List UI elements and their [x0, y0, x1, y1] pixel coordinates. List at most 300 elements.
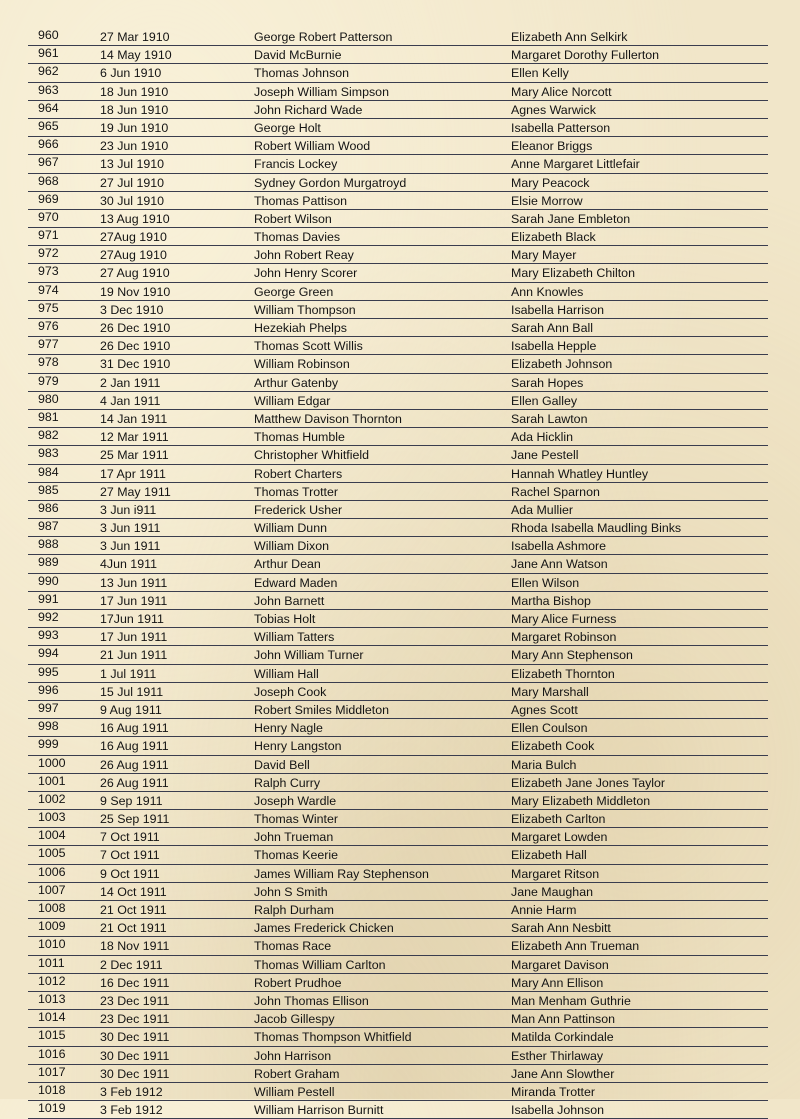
- entry-number: 970: [38, 209, 59, 224]
- entry-number: 1010: [38, 937, 66, 952]
- table-row: [28, 283, 768, 301]
- entry-number: 1002: [38, 791, 66, 806]
- bride-name: Ellen Galley: [511, 393, 578, 408]
- entry-number: 977: [38, 337, 59, 352]
- marriage-date: 14 Oct 1911: [100, 884, 167, 899]
- marriage-date: 16 Dec 1911: [100, 975, 170, 990]
- groom-name: Matthew Davison Thornton: [254, 411, 402, 426]
- bride-name: Isabella Hepple: [511, 339, 597, 354]
- groom-name: Christopher Whitfield: [254, 448, 370, 463]
- bride-name: Matilda Corkindale: [511, 1030, 614, 1045]
- groom-name: George Green: [254, 284, 334, 299]
- bride-name: Ann Knowles: [511, 284, 584, 299]
- entry-number: 964: [38, 100, 59, 115]
- entry-number: 1013: [38, 991, 66, 1006]
- table-row: [28, 883, 768, 901]
- table-row: [28, 610, 768, 628]
- marriage-date: 1 Jul 1911: [100, 666, 157, 681]
- entry-number: 1019: [38, 1101, 66, 1116]
- groom-name: Robert Wilson: [254, 211, 332, 226]
- table-row: [28, 1101, 768, 1119]
- bride-name: Anne Margaret Littlefair: [511, 157, 640, 172]
- table-row: [28, 246, 768, 264]
- bride-name: Mary Ann Stephenson: [511, 648, 633, 663]
- table-row: [28, 665, 768, 683]
- entry-number: 979: [38, 373, 59, 388]
- groom-name: John William Turner: [254, 648, 364, 663]
- groom-name: William Edgar: [254, 393, 331, 408]
- marriage-date: 3 Feb 1912: [100, 1103, 163, 1118]
- entry-number: 994: [38, 646, 59, 661]
- table-row: [28, 428, 768, 446]
- groom-name: Robert Charters: [254, 466, 343, 481]
- bride-name: Mary Mayer: [511, 248, 577, 263]
- table-row: [28, 774, 768, 792]
- table-row: [28, 465, 768, 483]
- table-row: [28, 956, 768, 974]
- entry-number: 1009: [38, 919, 66, 934]
- table-row: [28, 192, 768, 210]
- groom-name: George Robert Patterson: [254, 30, 393, 44]
- marriage-date: 9 Oct 1911: [100, 866, 160, 881]
- bride-name: Margaret Davison: [511, 957, 609, 972]
- table-row: [28, 865, 768, 883]
- entry-number: 985: [38, 482, 59, 497]
- entry-number: 976: [38, 319, 59, 333]
- groom-name: David Bell: [254, 757, 310, 772]
- entry-number: 983: [38, 446, 59, 461]
- marriage-date: 26 Dec 1910: [100, 339, 171, 354]
- marriage-date: 23 Dec 1911: [100, 1012, 170, 1027]
- groom-name: William Harrison Burnitt: [254, 1103, 384, 1118]
- table-row: [28, 592, 768, 610]
- groom-name: Thomas Trotter: [254, 484, 339, 499]
- bride-name: Mary Elizabeth Chilton: [511, 266, 635, 281]
- marriage-date: 25 Mar 1911: [100, 448, 169, 463]
- table-row: [28, 83, 768, 101]
- entry-number: 984: [38, 464, 59, 479]
- groom-name: William Dixon: [254, 539, 330, 554]
- groom-name: John Thomas Ellison: [254, 993, 369, 1008]
- entry-number: 986: [38, 500, 59, 515]
- table-row: [28, 155, 768, 173]
- groom-name: James Frederick Chicken: [254, 921, 394, 936]
- marriage-date: 7 Oct 1911: [100, 848, 160, 863]
- table-row: [28, 1047, 768, 1065]
- table-row: [28, 919, 768, 937]
- table-row: [28, 337, 768, 355]
- bride-name: Elizabeth Thornton: [511, 666, 615, 681]
- bride-name: Margaret Robinson: [511, 630, 617, 645]
- entry-number: 1008: [38, 901, 66, 915]
- marriage-date: 13 Aug 1910: [100, 211, 170, 226]
- groom-name: Edward Maden: [254, 575, 338, 590]
- groom-name: William Dunn: [254, 521, 327, 536]
- marriage-register-table: [28, 28, 768, 1119]
- entry-number: 1004: [38, 828, 66, 843]
- entry-number: 992: [38, 610, 59, 624]
- entry-number: 978: [38, 355, 59, 370]
- entry-number: 962: [38, 64, 59, 79]
- entry-number: 963: [38, 82, 59, 97]
- entry-number: 967: [38, 155, 59, 170]
- entry-number: 966: [38, 137, 59, 152]
- groom-name: Arthur Gatenby: [254, 375, 339, 390]
- entry-number: 1012: [38, 973, 66, 988]
- bride-name: Mary Ann Ellison: [511, 975, 604, 990]
- entry-number: 987: [38, 519, 59, 534]
- entry-number: 1016: [38, 1046, 66, 1061]
- groom-name: Hezekiah Phelps: [254, 321, 347, 335]
- table-row: [28, 701, 768, 719]
- groom-name: Thomas Johnson: [254, 66, 350, 81]
- table-row: [28, 537, 768, 555]
- marriage-date: 17 Jun 1911: [100, 593, 168, 608]
- groom-name: Thomas William Carlton: [254, 957, 386, 972]
- table-row: [28, 756, 768, 774]
- groom-name: George Holt: [254, 120, 321, 135]
- bride-name: Mary Alice Norcott: [511, 84, 612, 99]
- bride-name: Ellen Coulson: [511, 721, 588, 736]
- groom-name: Sydney Gordon Murgatroyd: [254, 175, 407, 190]
- groom-name: William Robinson: [254, 357, 350, 372]
- table-row: [28, 64, 768, 82]
- groom-name: John S Smith: [254, 884, 328, 899]
- table-row: [28, 974, 768, 992]
- table-row: [28, 483, 768, 501]
- bride-name: Jane Ann Slowther: [511, 1066, 615, 1081]
- groom-name: John Barnett: [254, 593, 325, 608]
- groom-name: Robert Prudhoe: [254, 975, 342, 990]
- table-row: [28, 846, 768, 864]
- marriage-date: 14 May 1910: [100, 48, 172, 63]
- bride-name: Mary Alice Furness: [511, 612, 617, 626]
- table-row: [28, 1010, 768, 1028]
- marriage-date: 17 Apr 1911: [100, 466, 166, 481]
- table-row: [28, 264, 768, 282]
- groom-name: Henry Langston: [254, 739, 342, 754]
- groom-name: John Harrison: [254, 1048, 332, 1063]
- entry-number: 973: [38, 264, 59, 279]
- table-row: [28, 119, 768, 137]
- bride-name: Sarah Ann Ball: [511, 321, 593, 335]
- groom-name: William Hall: [254, 666, 319, 681]
- groom-name: Joseph William Simpson: [254, 84, 389, 99]
- groom-name: William Pestell: [254, 1084, 335, 1099]
- marriage-date: 7 Oct 1911: [100, 830, 160, 845]
- marriage-date: 9 Aug 1911: [100, 702, 162, 717]
- entry-number: 1001: [38, 773, 66, 788]
- table-row: [28, 355, 768, 373]
- entry-number: 971: [38, 228, 59, 243]
- bride-name: Elizabeth Ann Selkirk: [511, 30, 628, 44]
- entry-number: 993: [38, 628, 59, 643]
- marriage-date: 15 Jul 1911: [100, 684, 164, 699]
- groom-name: John Henry Scorer: [254, 266, 358, 281]
- table-row: [28, 46, 768, 64]
- bride-name: Mary Marshall: [511, 684, 589, 699]
- groom-name: Thomas Davies: [254, 230, 341, 245]
- marriage-date: 31 Dec 1910: [100, 357, 171, 372]
- bride-name: Elsie Morrow: [511, 193, 583, 208]
- entry-number: 1006: [38, 864, 66, 879]
- bride-name: Margaret Dorothy Fullerton: [511, 48, 660, 63]
- bride-name: Hannah Whatley Huntley: [511, 466, 649, 481]
- marriage-date: 4Jun 1911: [100, 557, 157, 572]
- table-row: [28, 1083, 768, 1101]
- marriage-date: 30 Jul 1910: [100, 193, 165, 208]
- bride-name: Jane Maughan: [511, 884, 593, 899]
- bride-name: Agnes Warwick: [511, 102, 596, 117]
- bride-name: Agnes Scott: [511, 702, 578, 717]
- bride-name: Jane Pestell: [511, 448, 579, 463]
- entry-number: 995: [38, 664, 59, 679]
- marriage-date: 3 Dec 1910: [100, 302, 164, 317]
- entry-number: 1000: [38, 755, 66, 770]
- bride-name: Martha Bishop: [511, 593, 591, 608]
- table-row: [28, 792, 768, 810]
- marriage-date: 30 Dec 1911: [100, 1048, 170, 1063]
- marriage-date: 23 Jun 1910: [100, 139, 169, 154]
- marriage-date: 9 Sep 1911: [100, 793, 163, 808]
- marriage-date: 19 Jun 1910: [100, 120, 169, 135]
- bride-name: Sarah Lawton: [511, 411, 588, 426]
- entry-number: 969: [38, 191, 59, 206]
- entry-number: 981: [38, 409, 59, 424]
- entry-number: 1005: [38, 846, 66, 861]
- entry-number: 1003: [38, 810, 66, 825]
- groom-name: Robert Smiles Middleton: [254, 702, 389, 717]
- groom-name: Thomas Winter: [254, 812, 338, 827]
- marriage-date: 3 Jun i911: [100, 502, 157, 517]
- bride-name: Margaret Ritson: [511, 866, 600, 881]
- bride-name: Sarah Jane Embleton: [511, 211, 631, 226]
- bride-name: Ellen Wilson: [511, 575, 580, 590]
- table-row: [28, 628, 768, 646]
- table-row: [28, 810, 768, 828]
- groom-name: Robert William Wood: [254, 139, 371, 154]
- table-row: [28, 210, 768, 228]
- table-row: [28, 646, 768, 664]
- marriage-date: 12 Mar 1911: [100, 430, 169, 445]
- entry-number: 965: [38, 118, 59, 133]
- table-row: [28, 228, 768, 246]
- bride-name: Miranda Trotter: [511, 1084, 596, 1099]
- entry-number: 990: [38, 573, 59, 588]
- bride-name: Elizabeth Hall: [511, 848, 587, 863]
- marriage-date: 18 Nov 1911: [100, 939, 170, 954]
- bride-name: Isabella Patterson: [511, 120, 611, 135]
- marriage-date: 27Aug 1910: [100, 230, 167, 245]
- groom-name: Thomas Pattison: [254, 193, 347, 208]
- table-row: [28, 683, 768, 701]
- groom-name: Joseph Wardle: [254, 793, 337, 808]
- marriage-date: 3 Feb 1912: [100, 1084, 163, 1099]
- groom-name: Ralph Curry: [254, 775, 321, 790]
- groom-name: Robert Graham: [254, 1066, 340, 1081]
- bride-name: Rhoda Isabella Maudling Binks: [511, 521, 682, 536]
- entry-number: 961: [38, 46, 59, 61]
- groom-name: Henry Nagle: [254, 721, 323, 736]
- marriage-date: 27 Aug 1910: [100, 266, 170, 281]
- bride-name: Man Ann Pattinson: [511, 1012, 616, 1027]
- groom-name: John Richard Wade: [254, 102, 363, 117]
- bride-name: Isabella Harrison: [511, 302, 604, 317]
- bride-name: Elizabeth Johnson: [511, 357, 613, 372]
- marriage-date: 6 Jun 1910: [100, 66, 162, 81]
- bride-name: Sarah Hopes: [511, 375, 584, 390]
- entry-number: 989: [38, 555, 59, 570]
- entry-number: 968: [38, 173, 59, 188]
- marriage-date: 30 Dec 1911: [100, 1066, 170, 1081]
- bride-name: Sarah Ann Nesbitt: [511, 921, 611, 936]
- marriage-date: 26 Aug 1911: [100, 775, 169, 790]
- bride-name: Elizabeth Black: [511, 230, 596, 245]
- groom-name: Arthur Dean: [254, 557, 321, 572]
- entry-number: 972: [38, 246, 59, 261]
- marriage-date: 30 Dec 1911: [100, 1030, 170, 1045]
- table-row: [28, 301, 768, 319]
- table-row: [28, 374, 768, 392]
- table-row: [28, 101, 768, 119]
- bride-name: Esther Thirlaway: [511, 1048, 604, 1063]
- bride-name: Maria Bulch: [511, 757, 577, 772]
- marriage-date: 2 Dec 1911: [100, 957, 163, 972]
- entry-number: 997: [38, 700, 59, 715]
- groom-name: Jacob Gillespy: [254, 1012, 335, 1027]
- groom-name: Thomas Race: [254, 939, 332, 954]
- entry-number: 1015: [38, 1028, 66, 1043]
- entry-number: 991: [38, 591, 59, 606]
- marriage-date: 18 Jun 1910: [100, 84, 169, 99]
- groom-name: Frederick Usher: [254, 502, 343, 517]
- table-row: [28, 737, 768, 755]
- marriage-date: 13 Jul 1910: [100, 157, 165, 172]
- marriage-date: 23 Dec 1911: [100, 993, 170, 1008]
- table-row: [28, 519, 768, 537]
- marriage-date: 27 Mar 1910: [100, 30, 170, 44]
- groom-name: John Robert Reay: [254, 248, 354, 263]
- marriage-date: 17Jun 1911: [100, 612, 164, 626]
- entry-number: 975: [38, 300, 59, 315]
- marriage-date: 27 May 1911: [100, 484, 171, 499]
- marriage-date: 21 Jun 1911: [100, 648, 168, 663]
- bride-name: Margaret Lowden: [511, 830, 608, 845]
- bride-name: Elizabeth Carlton: [511, 812, 606, 827]
- groom-name: John Trueman: [254, 830, 334, 845]
- table-row: [28, 1065, 768, 1083]
- groom-name: Thomas Thompson Whitfield: [254, 1030, 412, 1045]
- bride-name: Ada Hicklin: [511, 430, 573, 445]
- entry-number: 1017: [38, 1064, 66, 1079]
- bride-name: Ada Mullier: [511, 502, 573, 517]
- bride-name: Mary Elizabeth Middleton: [511, 793, 651, 808]
- table-row: [28, 501, 768, 519]
- groom-name: Joseph Cook: [254, 684, 327, 699]
- bride-name: Elizabeth Jane Jones Taylor: [511, 775, 666, 790]
- entry-number: 1011: [38, 955, 65, 970]
- table-row: [28, 1028, 768, 1046]
- marriage-date: 2 Jan 1911: [100, 375, 161, 390]
- entry-number: 988: [38, 537, 59, 552]
- marriage-date: 26 Dec 1910: [100, 321, 171, 335]
- table-row: [28, 992, 768, 1010]
- entry-number: 960: [38, 28, 59, 42]
- marriage-date: 3 Jun 1911: [100, 521, 161, 536]
- entry-number: 1007: [38, 882, 66, 897]
- marriage-date: 19 Nov 1910: [100, 284, 171, 299]
- groom-name: Thomas Scott Willis: [254, 339, 363, 354]
- marriage-date: 16 Aug 1911: [100, 721, 169, 736]
- table-row: [28, 719, 768, 737]
- entry-number: 1018: [38, 1082, 66, 1097]
- groom-name: Thomas Humble: [254, 430, 345, 445]
- table-row: [28, 937, 768, 955]
- bride-name: Eleanor Briggs: [511, 139, 593, 154]
- entry-number: 982: [38, 428, 59, 443]
- groom-name: Ralph Durham: [254, 903, 334, 917]
- marriage-date: 27 Jul 1910: [100, 175, 165, 190]
- marriage-date: 13 Jun 1911: [100, 575, 168, 590]
- marriage-date: 16 Aug 1911: [100, 739, 169, 754]
- bride-name: Isabella Ashmore: [511, 539, 607, 554]
- entry-number: 999: [38, 737, 59, 752]
- bride-name: Elizabeth Ann Trueman: [511, 939, 640, 954]
- groom-name: David McBurnie: [254, 48, 342, 63]
- table-row: [28, 901, 768, 919]
- table-row: [28, 574, 768, 592]
- marriage-date: 14 Jan 1911: [100, 411, 168, 426]
- marriage-date: 4 Jan 1911: [100, 393, 161, 408]
- table-row: [28, 446, 768, 464]
- bride-name: Annie Harm: [511, 903, 577, 917]
- marriage-date: 3 Jun 1911: [100, 539, 161, 554]
- table-row: [28, 410, 768, 428]
- bride-name: Ellen Kelly: [511, 66, 569, 81]
- table-row: [28, 828, 768, 846]
- marriage-date: 18 Jun 1910: [100, 102, 169, 117]
- marriage-date: 27Aug 1910: [100, 248, 167, 263]
- table-row: [28, 137, 768, 155]
- bride-name: Man Menham Guthrie: [511, 993, 631, 1008]
- marriage-date: 26 Aug 1911: [100, 757, 169, 772]
- table-row: [28, 319, 768, 337]
- table-row: [28, 392, 768, 410]
- table-row: [28, 555, 768, 573]
- marriage-date: 21 Oct 1911: [100, 903, 167, 917]
- groom-name: Francis Lockey: [254, 157, 338, 172]
- marriage-date: 21 Oct 1911: [100, 921, 167, 936]
- entry-number: 1014: [38, 1010, 66, 1025]
- marriage-date: 17 Jun 1911: [100, 630, 168, 645]
- groom-name: James William Ray Stephenson: [254, 866, 429, 881]
- groom-name: William Thompson: [254, 302, 356, 317]
- entry-number: 998: [38, 719, 59, 734]
- groom-name: Tobias Holt: [254, 612, 316, 626]
- entry-number: 974: [38, 282, 59, 297]
- marriage-date: 25 Sep 1911: [100, 812, 170, 827]
- table-row: [28, 174, 768, 192]
- table-row: [28, 28, 768, 46]
- groom-name: William Tatters: [254, 630, 335, 645]
- entry-number: 996: [38, 682, 59, 697]
- bride-name: Elizabeth Cook: [511, 739, 595, 754]
- groom-name: Thomas Keerie: [254, 848, 339, 863]
- bride-name: Isabella Johnson: [511, 1103, 604, 1118]
- bride-name: Jane Ann Watson: [511, 557, 608, 572]
- bride-name: Mary Peacock: [511, 175, 590, 190]
- bride-name: Rachel Sparnon: [511, 484, 600, 499]
